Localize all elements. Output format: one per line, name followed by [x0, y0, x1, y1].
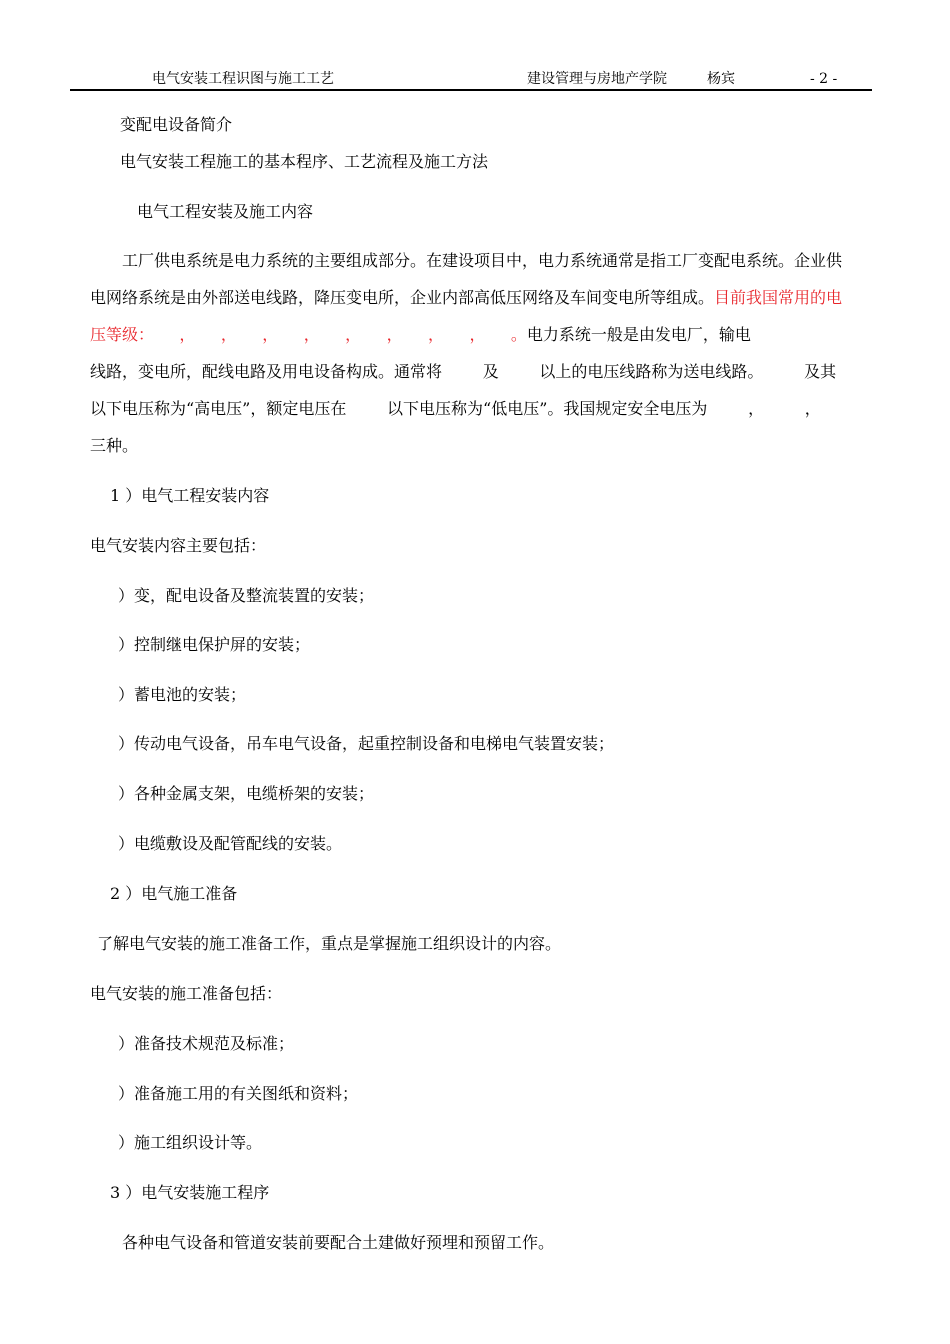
header-school-name: 建设管理与房地产学院: [527, 71, 667, 87]
list-item: ）控制继电保护屏的安装；: [118, 635, 311, 654]
paragraph-line: 工厂供电系统是电力系统的主要组成部分。在建设项目中，电力系统通常是指工厂变配电系统。企业供: [122, 251, 843, 270]
list-item: ）准备技术规范及标准；: [118, 1034, 295, 1053]
list-item: ）传动电气设备，吊车电气设备，起重控制设备和电梯电气装置安装；: [118, 734, 615, 753]
highlight-text: 压等级： ， ， ， ， ， ， ， ， 。: [90, 325, 527, 344]
list-item: ）准备施工用的有关图纸和资料；: [118, 1084, 359, 1103]
paragraph-line: [90, 287, 842, 309]
section-title: 3 ）电气安装施工程序: [110, 1183, 270, 1202]
header-author: 杨宾: [707, 71, 735, 87]
heading-construction-procedure: 电气安装工程施工的基本程序、工艺流程及施工方法: [120, 152, 489, 171]
paragraph-text: 电网络系统是由外部送电线路，降压变电所，企业内部高低压网络及车间变电所等组成。: [90, 288, 715, 307]
section-title: 2 ）电气施工准备: [110, 884, 238, 903]
list-item: ）蓄电池的安装；: [118, 685, 247, 704]
header-course-title: 电气安装工程识图与施工工艺: [152, 71, 334, 87]
section-paragraph: 各种电气设备和管道安装前要配合土建做好预埋和预留工作。: [122, 1233, 555, 1252]
paragraph-line: [90, 324, 751, 346]
section-paragraph: 了解电气安装的施工准备工作，重点是掌握施工组织设计的内容。: [97, 934, 562, 953]
heading-substation-intro: 变配电设备简介: [120, 115, 233, 134]
section-intro: 电气安装内容主要包括：: [90, 536, 267, 555]
paragraph-line: 三种。: [90, 436, 139, 455]
highlight-text: 目前我国常用的电: [714, 288, 843, 307]
paragraph-text: 电力系统一般是由发电厂，输电: [526, 325, 751, 344]
section-title: 1 ）电气工程安装内容: [110, 486, 270, 505]
paragraph-line: 线路，变电所，配线电路及用电设备构成。通常将 及 以上的电压线路称为送电线路。 及其: [90, 362, 837, 381]
heading-installation-content: 电气工程安装及施工内容: [137, 202, 314, 221]
section-intro: 电气安装的施工准备包括：: [90, 984, 283, 1003]
list-item: ）电缆敷设及配管配线的安装。: [118, 834, 343, 853]
header-page-number: - 2 -: [810, 71, 838, 87]
list-item: ）施工组织设计等。: [118, 1133, 263, 1152]
list-item: ）各种金属支架，电缆桥架的安装；: [118, 784, 375, 803]
header-rule: [70, 89, 872, 91]
paragraph-line: 以下电压称为“高电压”，额定电压在 以下电压称为“低电压”。我国规定安全电压为 ， ，: [90, 399, 821, 418]
list-item: ）变，配电设备及整流装置的安装；: [118, 586, 375, 605]
